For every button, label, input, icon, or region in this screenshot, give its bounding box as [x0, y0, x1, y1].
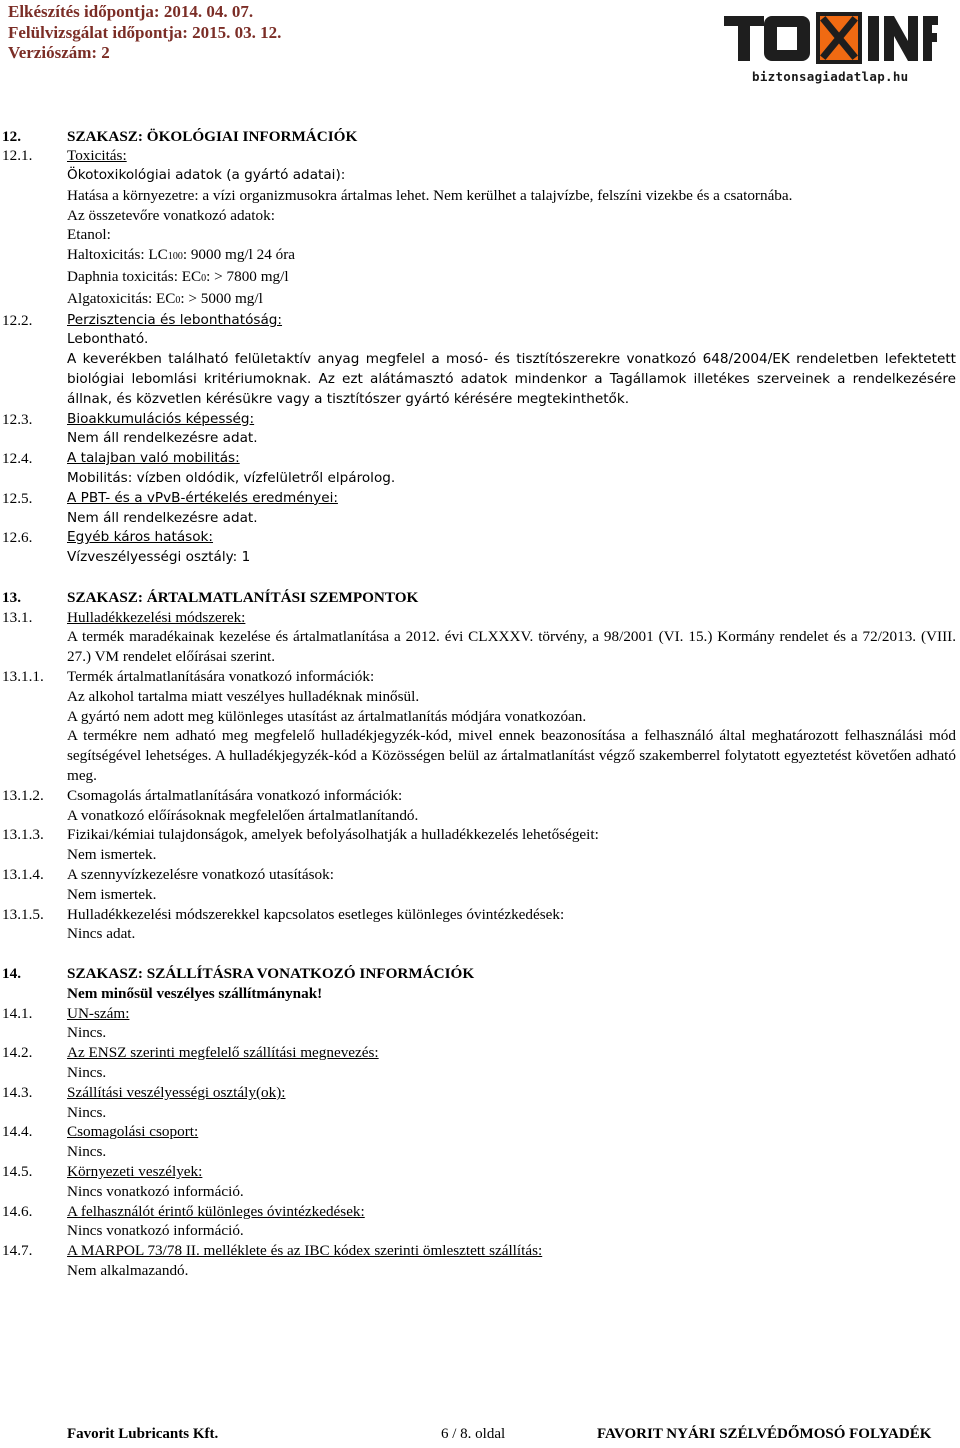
paragraph: Nincs vonatkozó információ. [67, 1222, 244, 1240]
section-number: 12. [2, 127, 21, 145]
document-body [0, 127, 960, 1281]
paragraph: Nem ismertek. [67, 846, 157, 864]
section-title: SZAKASZ: ÖKOLÓGIAI INFORMÁCIÓK [67, 127, 358, 145]
paragraph: Nem áll rendelkezésre adat. [67, 509, 258, 526]
section-14-heading: 14. SZAKASZ: SZÁLLÍTÁSRA VONATKOZÓ INFORMÁCIÓK [2, 964, 475, 982]
subsection-14-5: 14.5. Környezeti veszélyek: [2, 1162, 203, 1180]
paragraph: A termék maradékainak kezelése és ártalmatlanítása a 2012. évi CLXXXV. törvény, a 98/2001 (VI. 15.) Kormány rendelet és a 72/2013. (VIII. 27.) VM rendelet előírásai szerint. [67, 628, 956, 666]
paragraph: Mobilitás: vízben oldódik, vízfelületről elpárolog. [67, 470, 396, 487]
footer-page-number: 6 / 8. oldal [441, 1426, 506, 1442]
subsection-12-5: 12.5. A PBT- és a vPvB-értékelés eredményei: [2, 489, 338, 507]
subsection-12-4: 12.4. A talajban való mobilitás: [2, 450, 240, 468]
fish-toxicity: Haltoxicitás: LC100: 9000 mg/l 24 óra [67, 246, 296, 264]
subsection-title: Toxicitás: [67, 147, 127, 165]
footer-company: Favorit Lubricants Kft. [67, 1426, 219, 1442]
paragraph: Nem áll rendelkezésre adat. [67, 430, 258, 447]
paragraph: Etanol: [67, 226, 111, 244]
subsection-14-3: 14.3. Szállítási veszélyességi osztály(ok): [2, 1083, 286, 1101]
revision-date: Felülvizsgálat időpontja: 2015. 03. 12. [8, 22, 282, 42]
paragraph: Nem alkalmazandó. [67, 1261, 189, 1279]
paragraph: Nincs adat. [67, 925, 136, 943]
paragraph: Nincs vonatkozó információ. [67, 1182, 244, 1200]
paragraph: A vonatkozó előírásoknak megfelelően ártalmatlanítandó. [67, 806, 419, 824]
paragraph: Ökotoxikológiai adatok (a gyártó adatai): [67, 167, 346, 184]
paragraph: Nincs. [67, 1143, 107, 1161]
section-13-heading: 13. SZAKASZ: ÁRTALMATLANÍTÁSI SZEMPONTOK [2, 588, 419, 606]
subsection-14-2: 14.2. Az ENSZ szerinti megfelelő szállítási megnevezés: [2, 1044, 379, 1062]
subsection-13-1-2: 13.1.2. Csomagolás ártalmatlanítására vonatkozó információk: [2, 786, 403, 804]
daphnia-toxicity: Daphnia toxicitás: EC0: > 7800 mg/l [67, 268, 289, 286]
paragraph: Hatása a környezetre: a vízi organizmusokra ártalmas lehet. Nem kerülhet a talajvízbe, felszíni vizekbe és a csatornába. [67, 186, 793, 204]
footer-product-name: FAVORIT NYÁRI SZÉLVÉDŐMOSÓ FOLYADÉK [597, 1426, 932, 1442]
paragraph: Nincs. [67, 1103, 107, 1121]
paragraph: Az összetevőre vonatkozó adatok: [67, 206, 275, 224]
section-12-heading [0, 127, 960, 147]
subsection-number: 12.1. [2, 147, 33, 165]
paragraph: A gyártó nem adott meg különleges utasítást az ártalmatlanítás módjára vonatkozóan. [67, 707, 587, 725]
subsection-12-3: 12.3. Bioakkumulációs képesség: [2, 410, 255, 428]
paragraph: A keverékben található felületaktív anyag megfelel a mosó- és tisztítószerekre vonatkozó 648/2004/EK rendeletben lefektetett biológiai lebomlási kritériumoknak. Az ezt alátámasztó adatok mindenkor a Tagállamok illetékes szerveinek a rendelkezésére állnak, és közvetlen kérésükre vagy a tisztítószer gyártó kérésére megtekinthetők. [67, 351, 956, 407]
subsection-13-1-3: 13.1.3. Fizikai/kémiai tulajdonságok, amelyek befolyásolhatják a hulladékkezelés lehetőségeit: [2, 826, 599, 844]
paragraph: Az alkohol tartalma miatt veszélyes hulladéknak minősül. [67, 687, 420, 705]
paragraph: A termékre nem adható meg megfelelő hulladékjegyzék-kód, mivel ennek beazonosítása a felhasználó által meghatározott felhasználási mód segítségével lehetséges. A hulladékjegyzék-kód a Közösségen belül az ártalmatlanítást végző szakemberrel folytatott egyeztetést követően adható meg. [67, 727, 956, 784]
subsection-13-1-5: 13.1.5. Hulladékkezelési módszerekkel kapcsolatos esetleges különleges óvintézkedések: [2, 905, 565, 923]
logo-url: biztonsagiadatlap.hu [752, 69, 909, 84]
subsection-13-1-4: 13.1.4. A szennyvízkezelésre vonatkozó utasítások: [2, 865, 334, 883]
paragraph: Lebontható. [67, 331, 149, 348]
paragraph: Nem ismertek. [67, 885, 157, 903]
paragraph: Nincs. [67, 1024, 107, 1042]
version-number: Verziószám: 2 [8, 43, 110, 62]
creation-date: Elkészítés időpontja: 2014. 04. 07. [8, 2, 254, 21]
section-14-notice: Nem minősül veszélyes szállítmánynak! [67, 984, 323, 1002]
subsection-14-6: 14.6. A felhasználót érintő különleges óvintézkedések: [2, 1202, 365, 1220]
subsection-14-7: 14.7. A MARPOL 73/78 II. melléklete és az IBC kódex szerinti ömlesztett szállítás: [2, 1242, 543, 1260]
paragraph: Nincs. [67, 1063, 107, 1081]
subsection-14-4: 14.4. Csomagolási csoport: [2, 1123, 199, 1141]
page-header [0, 0, 960, 110]
header-dates [8, 2, 281, 64]
toxinfo-logo [724, 12, 938, 64]
subsection-14-1: 14.1. UN-szám: [2, 1004, 130, 1022]
algae-toxicity: Algatoxicitás: EC0: > 5000 mg/l [67, 289, 263, 307]
subsection-12-6: 12.6. Egyéb káros hatások: [2, 529, 214, 547]
subsection-12-1 [0, 146, 960, 166]
subsection-12-2: 12.2. Perzisztencia és lebonthatóság: [2, 311, 283, 329]
subsection-13-1-1: 13.1.1. Termék ártalmatlanítására vonatkozó információk: [2, 668, 375, 686]
subsection-13-1: 13.1. Hulladékkezelési módszerek: [2, 608, 246, 626]
page-footer [0, 1424, 960, 1448]
paragraph: Vízveszélyességi osztály: 1 [67, 549, 251, 566]
